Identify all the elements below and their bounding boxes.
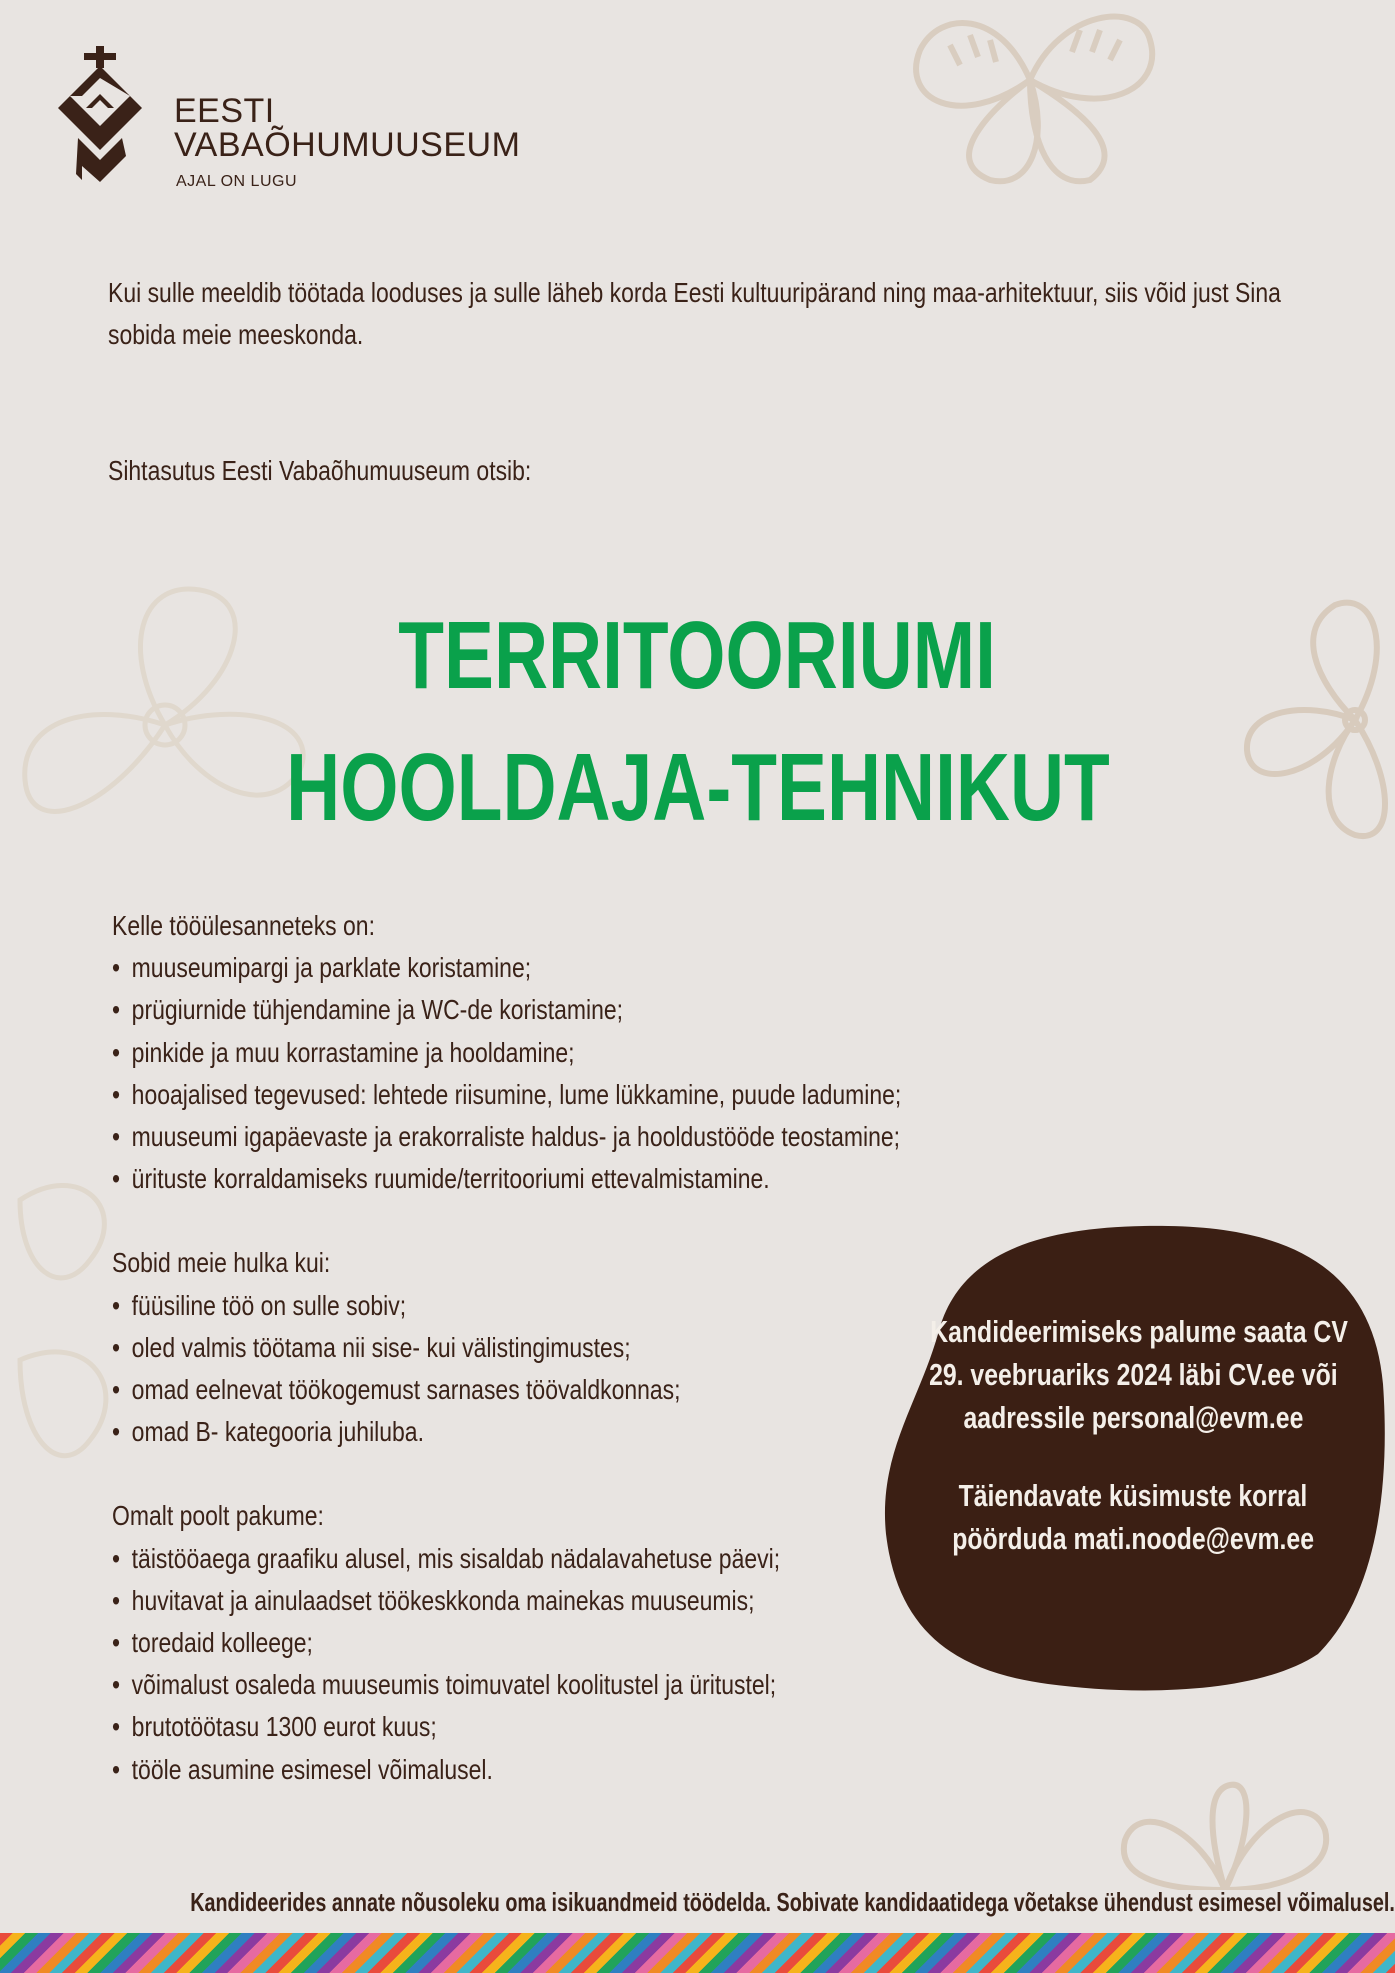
- intro-text: Kui sulle meeldib töötada looduses ja sulle läheb korda Eesti kultuuripärand ning maa-arhitektuur, siis võid just Sina sobida meie meeskonda.: [108, 277, 1281, 350]
- list-item: • muuseumipargi ja parklate koristamine;: [112, 947, 1014, 989]
- decorative-flower-icon: [880, 0, 1180, 190]
- list-item: • muuseumi igapäevaste ja erakorraliste haldus- ja hooldustööde teostamine;: [112, 1116, 1014, 1158]
- list-item: • tööle asumine esimesel võimalusel.: [112, 1749, 1014, 1791]
- offer-heading: Omalt poolt pakume:: [112, 1500, 324, 1532]
- decorative-stripe: [0, 1933, 1395, 1973]
- seeks-text: Sihtasutus Eesti Vabaõhumuuseum otsib:: [108, 455, 532, 486]
- apply-line4: Täiendavate küsimuste korral: [958, 1478, 1308, 1513]
- apply-line5: pöörduda mati.noode@evm.ee: [952, 1521, 1314, 1556]
- list-item: • toredaid kolleege;: [112, 1622, 1014, 1664]
- job-title: [0, 590, 1395, 854]
- job-title-line1: TERRITOORIUMI: [398, 602, 997, 709]
- job-title-line2: HOOLDAJA-TEHNIKUT: [285, 734, 1110, 841]
- logo-line1: EESTI: [174, 92, 275, 130]
- list-item: • pinkide ja muu korrastamine ja hooldamine;: [112, 1032, 1014, 1074]
- list-item: • ürituste korraldamiseks ruumide/territooriumi ettevalmistamine.: [112, 1158, 1014, 1200]
- logo-line2: VABAÕHUMUUSEUM: [174, 126, 521, 164]
- consent-note: [0, 1887, 1395, 1918]
- fit-heading: Sobid meie hulka kui:: [112, 1247, 331, 1279]
- list-item: • prügiurnide tühjendamine ja WC-de koristamine;: [112, 989, 1014, 1031]
- duties-list: [112, 947, 1014, 1200]
- list-item: • brutotöötasu 1300 eurot kuus;: [112, 1706, 1014, 1748]
- consent-text: Kandideerides annate nõusoleku oma isikuandmeid töödelda. Sobivate kandidaatidega võetakse ühendust esimesel võimalusel.: [190, 1887, 1395, 1917]
- list-item: • huvitavat ja ainulaadset töökeskkonda mainekas muuseumis;: [112, 1580, 1014, 1622]
- list-item: • hooajalised tegevused: lehtede riisumine, lume lükkamine, puude ladumine;: [112, 1074, 1014, 1116]
- seeks-line: [108, 455, 624, 487]
- list-item: • võimalust osaleda muuseumis toimuvatel koolitustel ja üritustel;: [112, 1664, 1014, 1706]
- list-item: • täistööaega graafiku alusel, mis sisaldab nädalavahetuse päevi;: [112, 1538, 1014, 1580]
- logo-tagline: AJAL ON LUGU: [176, 173, 297, 190]
- list-item: • omad eelnevat töökogemust sarnases töövaldkonnas;: [112, 1369, 1014, 1411]
- application-info-panel: [878, 1214, 1388, 1696]
- decorative-flower-icon: [1110, 1780, 1340, 1890]
- apply-line3: aadressile personal@evm.ee: [963, 1400, 1303, 1435]
- list-item: • füüsiline töö on sulle sobiv;: [112, 1285, 1014, 1327]
- apply-line2: 29. veebruariks 2024 läbi CV.ee või: [929, 1357, 1338, 1392]
- job-details: [112, 905, 1012, 1791]
- list-item: • omad B- kategooria juhiluba.: [112, 1411, 1014, 1453]
- apply-line1: Kandideerimiseks palume saata CV: [930, 1314, 1348, 1349]
- intro-paragraph: [108, 272, 1308, 356]
- museum-logo: [56, 46, 521, 196]
- list-item: • oled valmis töötama nii sise- kui välistingimustes;: [112, 1327, 1014, 1369]
- duties-heading: Kelle tööülesanneteks on:: [112, 910, 375, 941]
- museum-emblem-icon: [56, 46, 148, 186]
